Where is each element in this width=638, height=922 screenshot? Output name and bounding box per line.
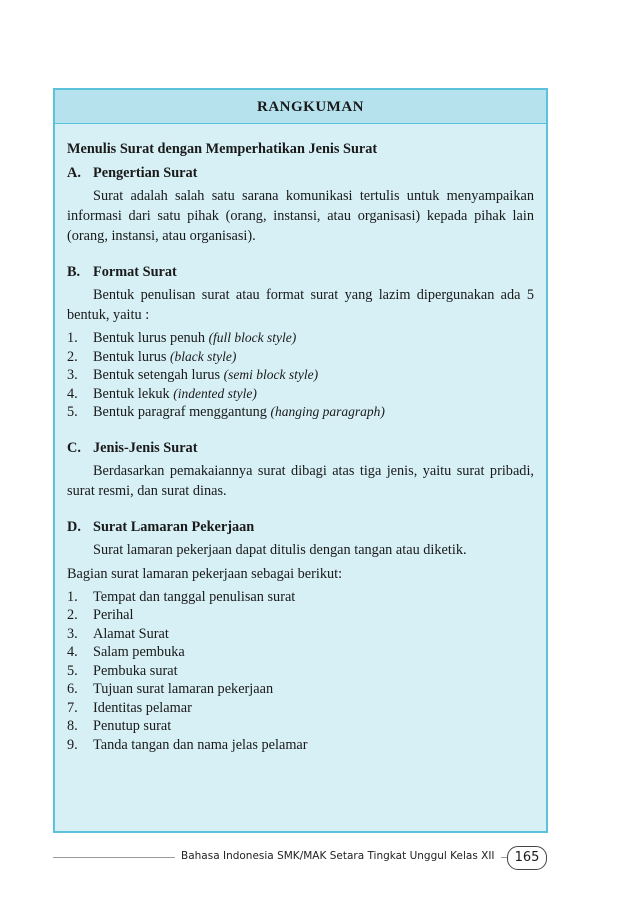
list-item: 1. Bentuk lurus penuh (full block style) xyxy=(67,330,297,346)
list-item: 5. Pembuka surat xyxy=(67,662,178,679)
list-item: 4. Bentuk lekuk (indented style) xyxy=(67,385,257,402)
summary-box xyxy=(53,88,548,833)
section-number: A. xyxy=(67,165,81,181)
section-title: Format Surat xyxy=(93,264,177,280)
section-c-heading xyxy=(67,438,534,458)
list-item: 2. Perihal xyxy=(67,607,134,623)
application-parts-list xyxy=(67,588,534,755)
section-title: Jenis-Jenis Surat xyxy=(93,439,198,456)
list-item: 2. Bentuk lurus (black style) xyxy=(67,348,237,365)
list-item: 5. Bentuk paragraf menggantung (hanging paragraph) xyxy=(67,404,385,420)
section-a-heading xyxy=(67,163,534,183)
main-heading: Menulis Surat dengan Memperhatikan Jenis Surat xyxy=(67,141,378,157)
section-b-paragraph: Bentuk penulisan surat atau format surat yang lazim dipergunakan ada 5 bentuk, yaitu : xyxy=(67,287,534,323)
list-item: 3. Alamat Surat xyxy=(67,625,169,642)
footer-text: Bahasa Indonesia SMK/MAK Setara Tingkat Unggul Kelas XII xyxy=(175,850,501,862)
list-item: 3. Bentuk setengah lurus (semi block style) xyxy=(67,367,319,383)
section-title: Surat Lamaran Pekerjaan xyxy=(93,518,255,535)
list-item: 4. Salam pembuka xyxy=(67,644,185,660)
section-d-heading xyxy=(67,517,534,537)
section-number: D. xyxy=(67,518,81,535)
section-title: Pengertian Surat xyxy=(93,165,198,181)
list-item: 6. Tujuan surat lamaran pekerjaan xyxy=(67,681,274,697)
format-list xyxy=(67,329,534,422)
summary-title: RANGKUMAN xyxy=(55,90,546,124)
section-number: B. xyxy=(67,264,81,280)
section-c-paragraph: Berdasarkan pemakaiannya surat dibagi atas tiga jenis, yaitu surat pribadi, surat resmi, dan surat dinas. xyxy=(67,462,534,499)
page-number: 165 xyxy=(507,846,547,870)
list-item: 8. Penutup surat xyxy=(67,718,172,734)
list-item: 9. Tanda tangan dan nama jelas pelamar xyxy=(67,736,308,753)
section-a-paragraph: Surat adalah salah satu sarana komunikasi tertulis untuk menyampaikan informasi dari satu pihak (orang, instansi, atau organisasi) kepada pihak lain (orang, instansi, atau organisasi). xyxy=(67,188,534,244)
list-item: 1. Tempat dan tanggal penulisan surat xyxy=(67,588,296,605)
list-item: 7. Identitas pelamar xyxy=(67,699,192,716)
section-d-intro: Bagian surat lamaran pekerjaan sebagai berikut: xyxy=(67,565,343,582)
section-b-heading xyxy=(67,262,534,282)
summary-content xyxy=(67,139,534,754)
section-number: C. xyxy=(67,439,81,456)
section-d-paragraph: Surat lamaran pekerjaan dapat ditulis dengan tangan atau diketik. xyxy=(93,541,467,558)
